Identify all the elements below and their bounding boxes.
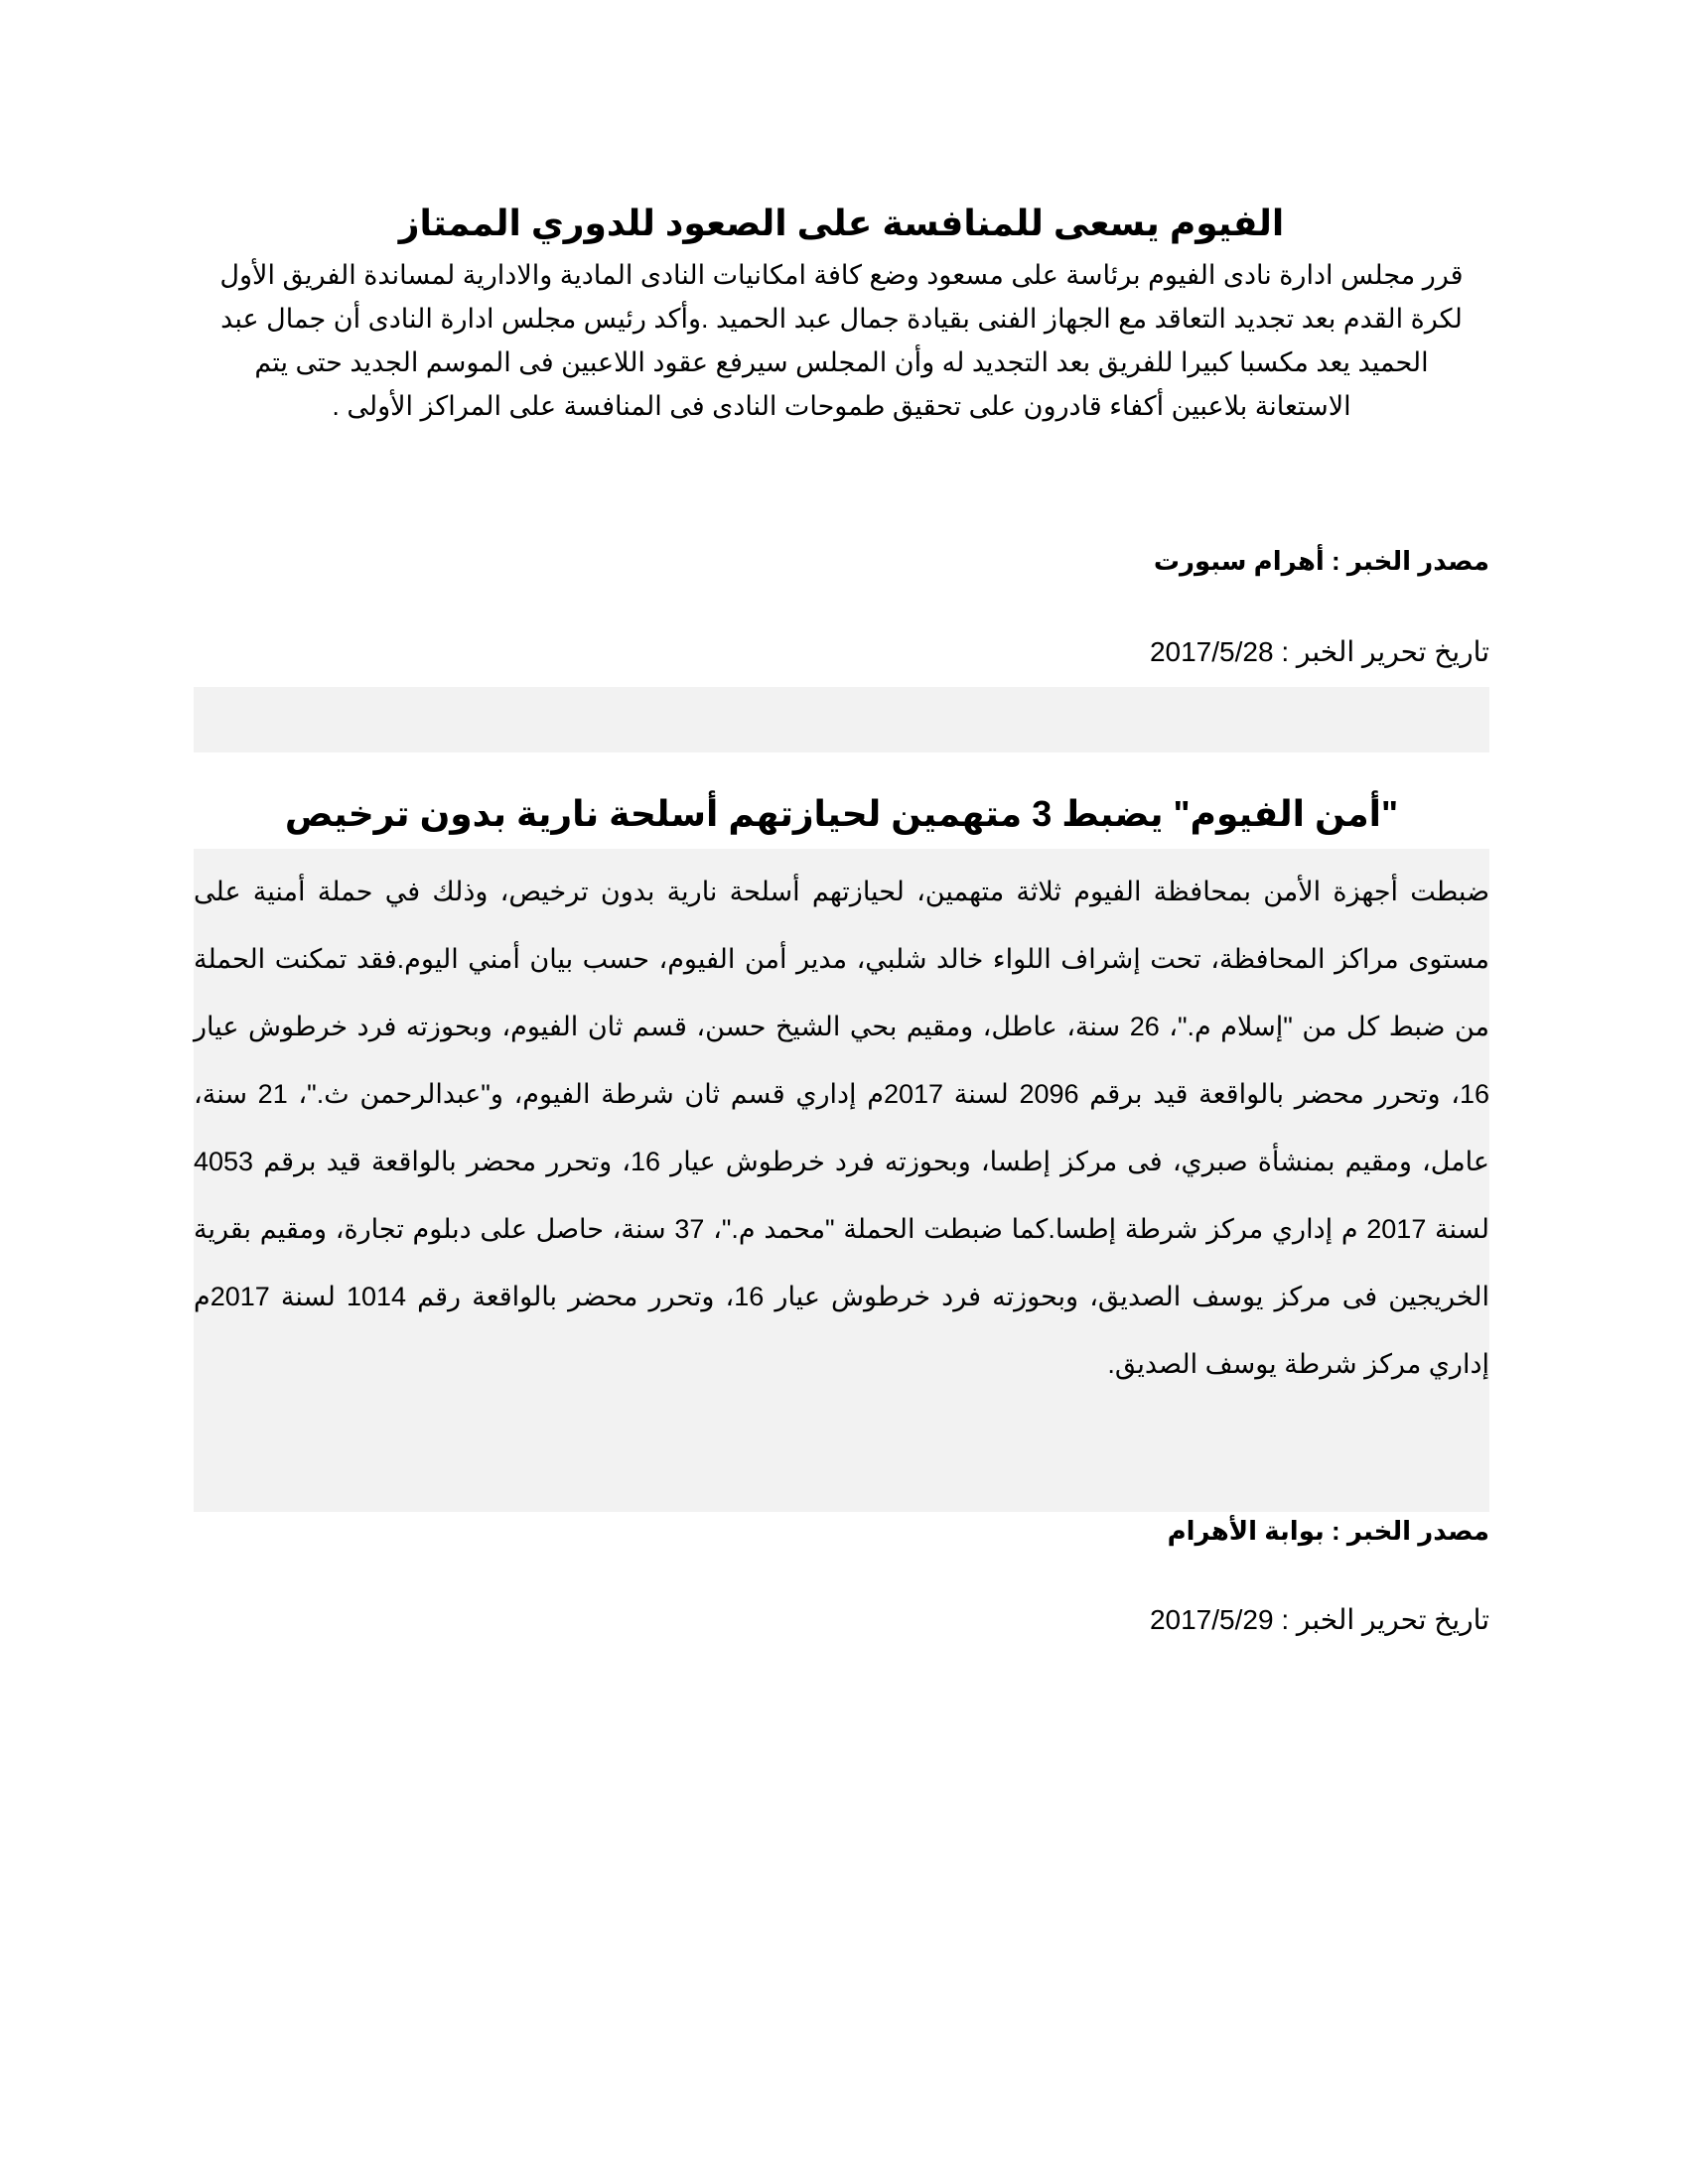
- article-2-title: "أمن الفيوم" يضبط 3 متهمين لحيازتهم أسلحة نارية بدون ترخيص: [284, 793, 1399, 834]
- article-1-body: قرر مجلس ادارة نادى الفيوم برئاسة على مسعود وضع كافة امكانيات النادى المادية والادارية لمساندة الفريق الأول لكرة القدم بعد تجديد التعاقد مع الجهاز الفنى بقيادة جمال عبد الحميد .وأكد رئيس مجلس ادارة النادى أن جمال عبد الحميد يعد مكسبا كبيرا للفريق بعد التجديد له وأن المجلس سيرفع عقود اللاعبين فى الموسم الجديد حتى يتم الاستعانة بلاعبين أكفاء قادرون على تحقيق طموحات النادى فى المنافسة على المراكز الأولى .: [219, 260, 1464, 421]
- article-1-title: الفيوم يسعى للمنافسة على الصعود للدوري الممتاز: [398, 203, 1285, 243]
- article-2-body: ضبطت أجهزة الأمن بمحافظة الفيوم ثلاثة متهمين، لحيازتهم أسلحة نارية بدون ترخيص، وذلك في حملة أمنية على مستوى مراكز المحافظة، تحت إشراف اللواء خالد شلبي، مدير أمن الفيوم، حسب بيان أمني اليوم.فقد تمكنت الحملة من ضبط كل من "إسلام م."، 26 سنة، عاطل، ومقيم بحي الشيخ حسن، قسم ثان الفيوم، وبحوزته فرد خرطوش عيار 16، وتحرر محضر بالواقعة قيد برقم 2096 لسنة 2017م إداري قسم ثان شرطة الفيوم، و"عبدالرحمن ث."، 21 سنة، عامل، ومقيم بمنشأة صبري، فى مركز إطسا، وبحوزته فرد خرطوش عيار 16، وتحرر محضر بالواقعة قيد برقم 4053 لسنة 2017 م إداري مركز شرطة إطسا.كما ضبطت الحملة "محمد م."، 37 سنة، حاصل على دبلوم تجارة، ومقيم بقرية الخريجين فى مركز يوسف الصديق، وبحوزته فرد خرطوش عيار 16، وتحرر محضر بالواقعة رقم 1014 لسنة 2017م إداري مركز شرطة يوسف الصديق.: [194, 877, 1489, 1379]
- article-1-source: مصدر الخبر : أهرام سبورت: [1153, 546, 1489, 576]
- article-2-source: مصدر الخبر : بوابة الأهرام: [1167, 1516, 1489, 1546]
- article-1: [194, 194, 1489, 428]
- article-1-date: تاريخ تحرير الخبر : 2017/5/28: [1149, 636, 1489, 667]
- separator-band: [194, 687, 1489, 752]
- article-2-date: تاريخ تحرير الخبر : 2017/5/29: [1149, 1604, 1489, 1635]
- article-2: [194, 784, 1489, 1398]
